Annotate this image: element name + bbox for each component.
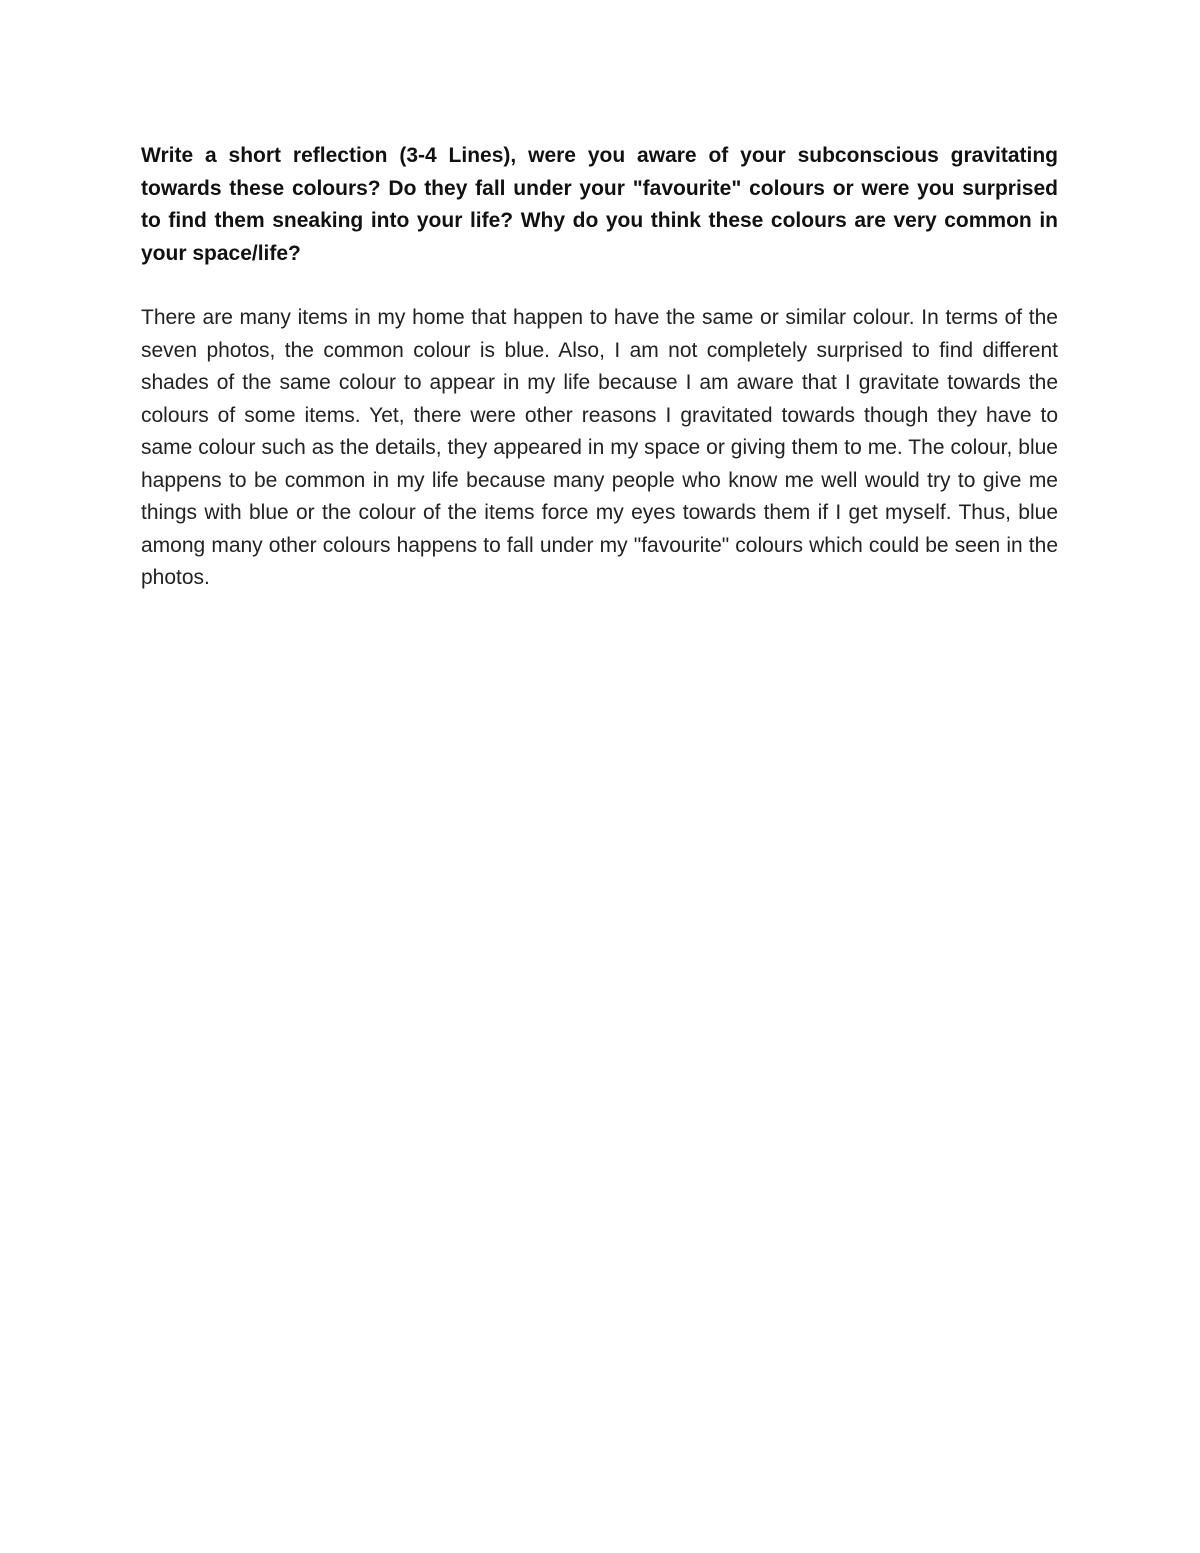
reflection-answer: There are many items in my home that happen to have the same or similar colour. In terms of the seven photos, the common colour is blue. Also, I am not completely surprised to find different shades of the same colour to appear in my life because I am aware that I gravitate towards the colours of some items. Yet, there were other reasons I gravitated towards though they have to same colour such as the details, they appeared in my space or giving them to me. The colour, blue happens to be common in my life because many people who know me well would try to give me things with blue or the colour of the items force my eyes towards them if I get myself. Thus, blue among many other colours happens to fall under my "favourite" colours which could be seen in the photos. (141, 306, 1058, 589)
document-content (141, 140, 1058, 595)
reflection-question: Write a short reflection (3-4 Lines), were you aware of your subconscious gravitating towards these colours? Do they fall under your "favourite" colours or were you surprised to find them sneaking into your life? Why do you think these colours are very common in your space/life? (141, 144, 1058, 265)
